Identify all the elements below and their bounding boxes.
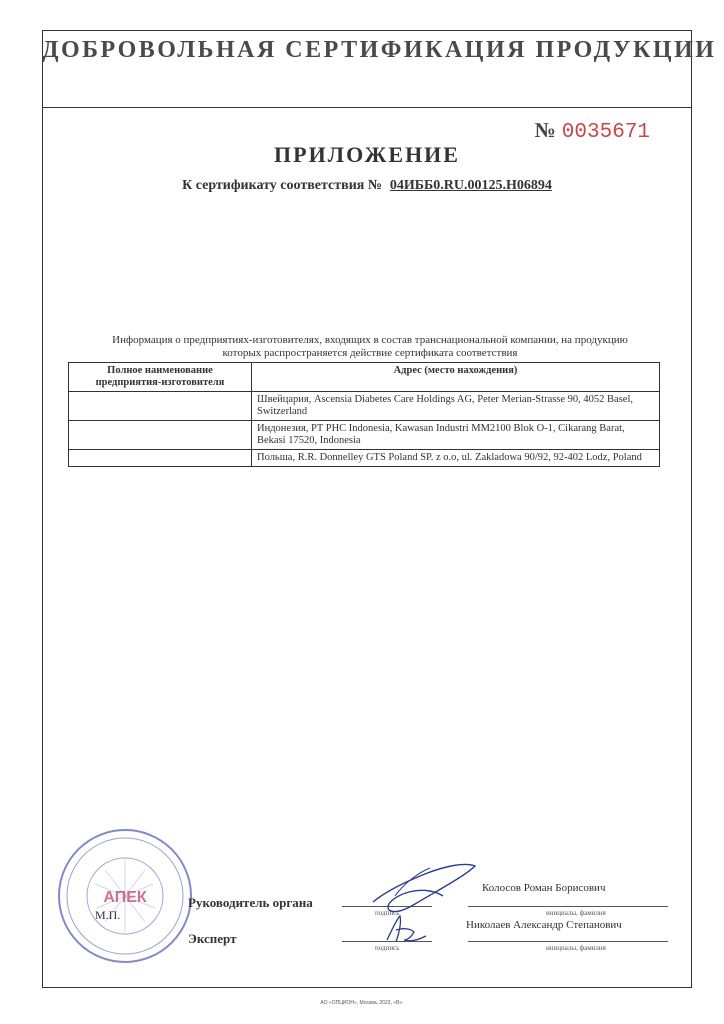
form-number-value: 0035671 <box>561 121 650 144</box>
footer-note: АО «ОПЦИОН», Москва, 2023, «В». <box>320 1000 404 1006</box>
expert-signature <box>382 910 432 950</box>
head-name: Колосов Роман Борисович <box>482 882 606 894</box>
certificate-reference <box>42 178 692 194</box>
expert-name-caption: инициалы, фамилия <box>546 944 606 952</box>
table-cell-address: Индонезия, PT PHC Indonesia, Kawasan Industri MM2100 Blok O-1, Cikarang Barat, Bekasi 17520, Indonesia <box>252 421 660 450</box>
table-cell-name <box>69 392 252 421</box>
head-name-line <box>468 906 668 907</box>
intro-line-1: Информация о предприятиях-изготовителях, входящих в состав транснациональной компании, на продукцию <box>112 334 628 346</box>
header-title: ДОБРОВОЛЬНАЯ СЕРТИФИКАЦИЯ ПРОДУКЦИИ <box>42 37 717 63</box>
seal-mp-label: М.П. <box>95 908 121 922</box>
expert-name-line <box>468 941 668 942</box>
table-cell-address: Польша, R.R. Donnelley GTS Poland SP. z o.o, ul. Zakladowa 90/92, 92-402 Lodz, Poland <box>252 450 660 467</box>
table-cell-name <box>69 450 252 467</box>
table-header-row <box>69 363 660 392</box>
seal-center-text: АПЕК <box>103 889 147 906</box>
form-number-sign: № <box>534 118 556 142</box>
table-row <box>69 450 660 467</box>
organization-seal <box>55 826 195 966</box>
document-title: ПРИЛОЖЕНИЕ <box>274 142 460 167</box>
form-number <box>535 118 650 144</box>
expert-sign-caption: подпись <box>375 944 400 952</box>
intro-text <box>70 334 670 360</box>
table-header-name: Полное наименование предприятия-изготовителя <box>69 363 252 392</box>
cert-ref-number: 04ИББ0.RU.00125.Н06894 <box>389 178 552 193</box>
intro-line-2: которых распространяется действие сертификата соответствия <box>222 347 518 359</box>
head-name-caption: инициалы, фамилия <box>546 909 606 917</box>
table-row <box>69 392 660 421</box>
table-header-address: Адрес (место нахождения) <box>252 363 660 392</box>
expert-name: Николаев Александр Степанович <box>466 919 622 931</box>
cert-ref-label: К сертификату соответствия № <box>182 178 382 193</box>
table-cell-address: Швейцария, Ascensia Diabetes Care Holdings AG, Peter Merian-Strasse 90, 4052 Basel, Switzerland <box>252 392 660 421</box>
expert-role-label: Эксперт <box>188 931 237 946</box>
table-cell-name <box>69 421 252 450</box>
head-role-label: Руководитель органа <box>188 895 313 910</box>
table-row <box>69 421 660 450</box>
head-sign-caption: подпись <box>375 909 400 917</box>
manufacturers-table <box>68 362 660 467</box>
